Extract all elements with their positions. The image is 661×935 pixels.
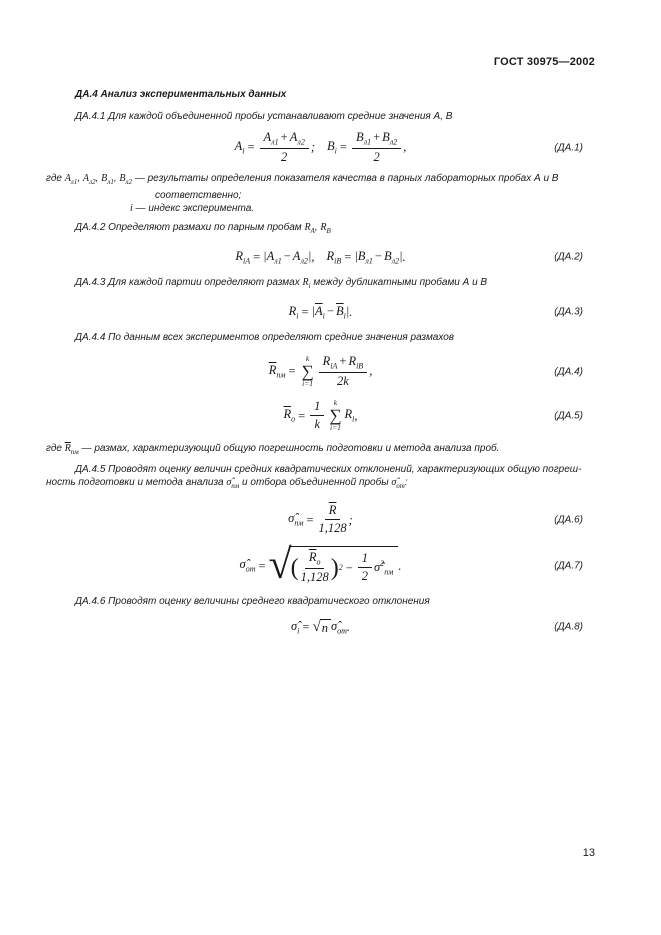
formula-da7: $\sigmâ_{от}$ = √ ( $\frac{\overline{R}_о}{1,128}$ )$^2$ − $\frac{1}{2}$ σ̂$^2_{пм}$ .	[239, 541, 402, 588]
equation-number-da5: (ДА.5)	[554, 410, 583, 422]
sigma-symbol: ∑	[329, 405, 342, 425]
radical-symbol: √	[268, 541, 292, 588]
equation-da4	[46, 354, 595, 389]
fraction: $\frac{R_{iА} + R_{iВ}}{2k}$	[319, 354, 368, 389]
formula-da5: $\overline{R}_о$ = $\frac{1}{k}$ k ∑ i=1 $R_i$ ,	[283, 398, 358, 432]
equation-number-da7: (ДА.7)	[554, 560, 583, 572]
equation-da6	[46, 503, 595, 536]
para-da45-line1: ДА.4.5 Проводят оценку величин средних квадратических отклонений, характеризующих общую погреш-	[75, 464, 582, 476]
page-number: 13	[582, 847, 595, 859]
formula-da1: $А_i$ = $\frac{А_{л1} + А_{л2}}{2}$ ; $В_i$ = $\frac{В_{л1} + В_{л2}}{2}$ ,	[234, 130, 407, 165]
summation: k ∑ i=1	[329, 398, 342, 432]
formula-da8: $\sigmâ_i$ = √ n $\sigmâ_{от}$ .	[290, 618, 351, 636]
square-root: √ n	[312, 619, 330, 635]
page-content	[46, 88, 595, 646]
equation-number-da8: (ДА.8)	[554, 621, 583, 633]
equation-da1	[46, 130, 595, 165]
fraction: $\frac{1}{2}$	[358, 551, 372, 584]
equation-number-da3: (ДА.3)	[554, 306, 583, 318]
para-da46: ДА.4.6 Проводят оценку величины среднего квадратического отклонения	[75, 596, 430, 608]
formula-da2: $R_{iА}$ = $|А_{л1} - А_{л2}|$ , $R_{iВ}$ = $|В_{л1} - В_{л2}|$ .	[235, 248, 406, 266]
summation: k ∑ i=1	[301, 354, 314, 388]
fraction: $\frac{А_{л1} + А_{л2}}{2}$	[260, 130, 309, 165]
equation-number-da6: (ДА.6)	[554, 514, 583, 526]
para-da44: ДА.4.4 По данным всех экспериментов определяют средние значения размахов	[75, 332, 455, 344]
equation-number-da2: (ДА.2)	[554, 251, 583, 263]
where-clause-da1-cont: соответственно;	[155, 190, 242, 202]
fraction: $\frac{\overline{R}_о}{1,128}$	[300, 550, 329, 585]
formula-da6: $\sigmâ_{пм}$ = $\frac{\overline{R}}{1,128}$ ;	[288, 503, 353, 536]
fraction: $\frac{1}{k}$	[310, 399, 324, 432]
radical-symbol: √	[312, 618, 321, 635]
equation-da3	[46, 300, 595, 324]
para-da43: ДА.4.3 Для каждой партии определяют размах $R_i$ между дубликатными пробами А и В	[75, 277, 488, 291]
section-heading: ДА.4 Анализ экспериментальных данных	[75, 89, 287, 100]
equation-number-da4: (ДА.4)	[554, 366, 583, 378]
equation-da7	[46, 541, 595, 588]
fraction: $\frac{\overline{R}}{1,128}$	[318, 503, 347, 536]
formula-da4: $\overline{R}_{пм}$ = k ∑ i=1 $\frac{R_{iА} + R_{iВ}}{2k}$ ,	[268, 354, 373, 389]
square-root: √ ( $\frac{\overline{R}_о}{1,128}$ )$^2$ − $\frac{1}{2}$ σ̂$^2_{пм}$	[269, 546, 399, 585]
formula-da3: $R_i$ = $|А_i - В_i|$ .	[288, 303, 353, 321]
where-clause-da4: где $\overline{R}_{пм}$ — размах, характеризующий общую погрешность подготовки и метода анализа проб.	[46, 443, 500, 457]
para-da42: ДА.4.2 Определяют размахи по парным пробам $R_А$, $R_В$	[75, 222, 331, 236]
para-da45-line2: ность подготовки и метода анализа $\sigmâ_{пм}$ и отбора объединенной пробы $\sigmâ_{от}$:	[46, 477, 408, 491]
equation-number-da1: (ДА.1)	[554, 142, 583, 154]
where-clause-da1: где $А_{л1}$, $А_{л2}$, $В_{л1}$, $В_{л2}$ — результаты определения показателя качества в парных лабораторных пробах А и В	[46, 173, 559, 187]
equation-da2	[46, 245, 595, 269]
fraction: $\frac{В_{л1} + В_{л2}}{2}$	[352, 130, 401, 165]
equation-da8	[46, 615, 595, 639]
where-clause-da1-index: i — индекс эксперимента.	[130, 203, 255, 215]
sigma-symbol: ∑	[301, 361, 314, 381]
doc-number: ГОСТ 30975—2002	[493, 56, 595, 68]
para-da41: ДА.4.1 Для каждой объединенной пробы устанавливают средние значения А, В	[75, 111, 453, 122]
equation-da5	[46, 399, 595, 432]
